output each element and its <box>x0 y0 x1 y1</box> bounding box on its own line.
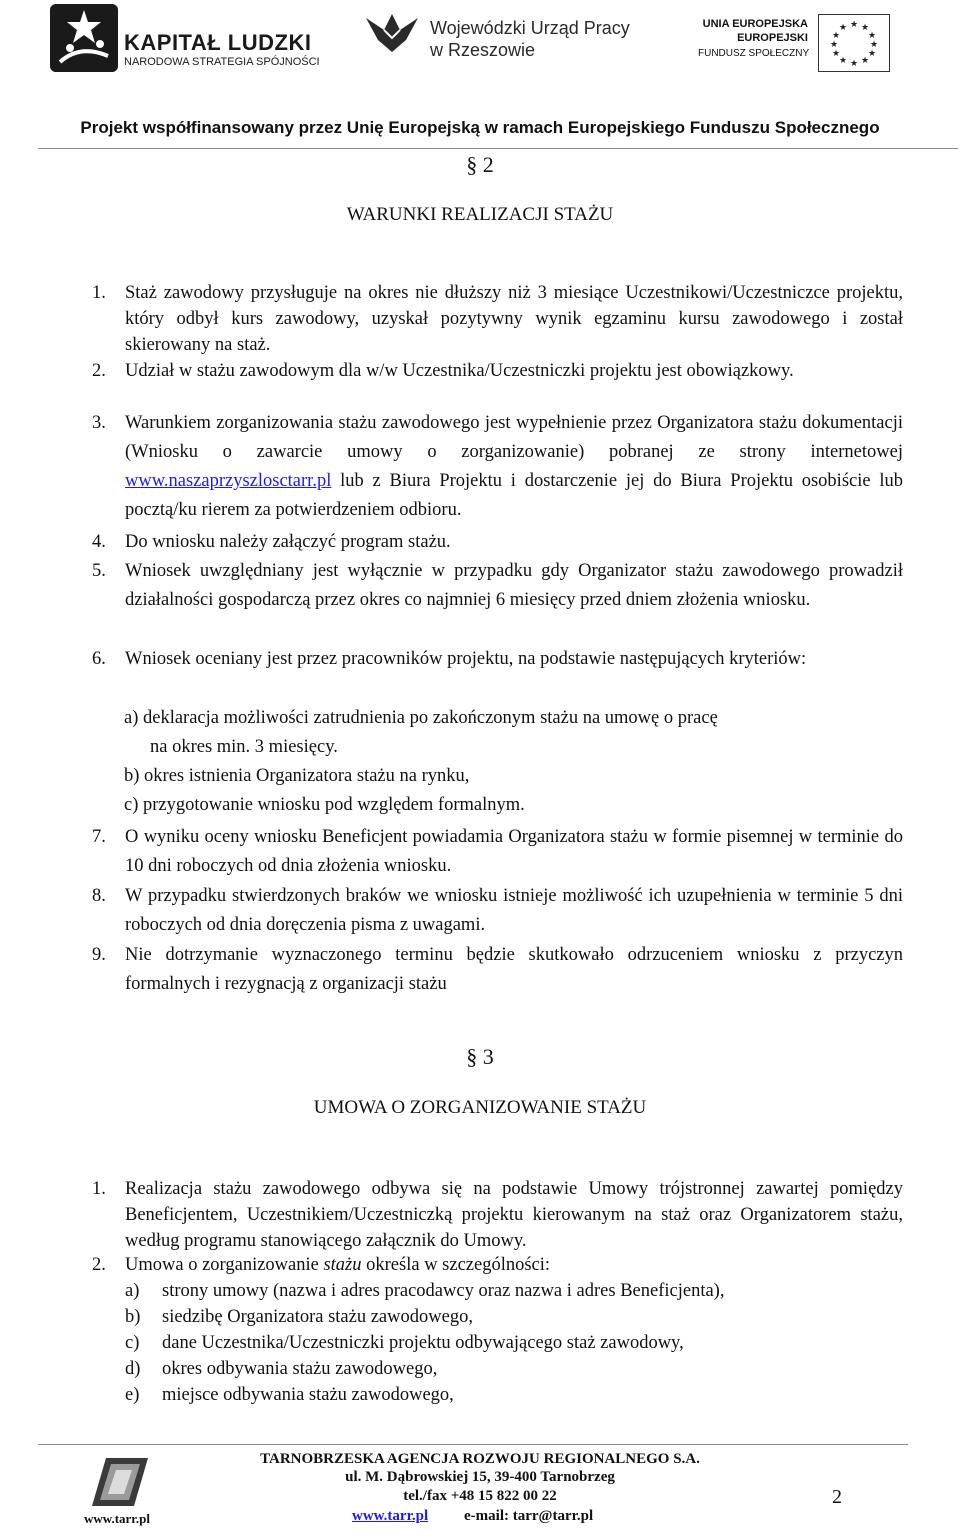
s3-sub-d-text: okres odbywania stażu zawodowego, <box>162 1359 438 1379</box>
s2-item-6-text: Wniosek oceniany jest przez pracowników projektu, na podstawie następujących kryteriów: <box>125 649 807 669</box>
svg-text:★: ★ <box>829 39 839 49</box>
s2-item-8-text: W przypadku stwierdzonych braków we wniosku istnieje możliwość ich uzupełnienia w terminie 5 dni roboczych od dnia doręczenia pisma z uwagami. <box>125 886 903 935</box>
s2-item-5-number: 5. <box>92 561 106 581</box>
section-2-symbol: § 2 <box>466 152 494 177</box>
s2-item-5-text: Wniosek uwzględniany jest wyłącznie w przypadku gdy Organizator stażu zawodowego prowadził działalności gospodarczą przez okres co najmniej 6 miesięcy przed dniem złożenia wniosku. <box>125 561 903 610</box>
footer-divider <box>38 1444 908 1445</box>
svg-text:★: ★ <box>867 48 877 58</box>
svg-text:★: ★ <box>860 22 870 32</box>
s2-item-2-number: 2. <box>92 361 106 381</box>
s3-sub-d-label: d) <box>125 1359 141 1379</box>
s3-sub-c-label: c) <box>125 1333 140 1353</box>
tarr-logo-url: www.tarr.pl <box>84 1511 150 1526</box>
s2-item-1-text: Staż zawodowy przysługuje na okres nie dłuższy niż 3 miesiące Uczestnikowi/Uczestniczce projektu, który odbył kurs zawodowy, uzyskał pozytywny wynik egzaminu kursu zawodowego i został skierowany na staż. <box>125 283 903 355</box>
s2-item-4-number: 4. <box>92 532 106 552</box>
svg-text:★: ★ <box>831 48 841 58</box>
s3-item-2-italic-word: stażu <box>323 1255 362 1275</box>
wup-name-line2: w Rzeszowie <box>430 40 536 60</box>
eu-label-line1: UNIA EUROPEJSKA <box>702 18 808 30</box>
s2-item-9-text: Nie dotrzymanie wyznaczonego terminu będzie skutkowało odrzuceniem wniosku z przyczyn formalnych i rezygnacją z organizacji stażu <box>125 945 903 994</box>
page-number: 2 <box>832 1486 842 1508</box>
s2-item-6-criterion-c: c) przygotowanie wniosku pod względem formalnym. <box>124 795 525 815</box>
footer-website-link[interactable]: www.tarr.pl <box>352 1508 429 1524</box>
svg-text:★: ★ <box>860 55 870 65</box>
eu-social-fund-logo <box>698 14 918 74</box>
s3-item-2-text-after: określa w szczególności: <box>361 1255 551 1275</box>
s3-item-2-text-before: Umowa o zorganizowanie <box>125 1255 324 1275</box>
s3-sub-a-text: strony umowy (nazwa i adres pracodawcy oraz nazwa i adres Beneficjenta), <box>162 1281 725 1301</box>
footer-phone: tel./fax +48 15 822 00 22 <box>403 1488 557 1504</box>
s2-item-6-number: 6. <box>92 649 106 669</box>
svg-text:★: ★ <box>831 30 841 40</box>
svg-text:★: ★ <box>838 55 848 65</box>
cofinancing-statement: Projekt współfinansowany przez Unię Europejską w ramach Europejskiego Funduszu Społecznego <box>80 118 880 137</box>
s2-item-4-text: Do wniosku należy załączyć program stażu. <box>125 532 451 552</box>
page-header <box>0 0 960 137</box>
s3-sub-e-label: e) <box>125 1385 140 1405</box>
wup-eagle-icon <box>362 8 422 56</box>
eu-label-line2: EUROPEJSKI <box>737 32 808 44</box>
s2-item-8-number: 8. <box>92 886 106 906</box>
kapital-ludzki-emblem-icon <box>50 4 118 72</box>
s3-sub-b-label: b) <box>125 1307 141 1327</box>
eu-flag-icon <box>818 14 890 72</box>
s3-item-2-text <box>125 1252 903 1278</box>
header-divider <box>38 148 958 149</box>
section-3-title: UMOWA O ZORGANIZOWANIE STAŻU <box>313 1097 647 1118</box>
section-3-symbol: § 3 <box>466 1044 494 1069</box>
svg-text:★: ★ <box>849 19 859 29</box>
s3-sub-e-text: miejsce odbywania stażu zawodowego, <box>162 1385 454 1405</box>
s2-item-2-text: Udział w stażu zawodowym dla w/w Uczestnika/Uczestniczki projektu jest obowiązkowy. <box>125 361 794 381</box>
footer-address: ul. M. Dąbrowskiej 15, 39-400 Tarnobrzeg <box>345 1469 615 1485</box>
s2-item-6-criterion-a-cont: na okres min. 3 miesięcy. <box>150 737 338 757</box>
s3-sub-c-text: dane Uczestnika/Uczestniczki projektu odbywającego staż zawodowy, <box>162 1333 684 1353</box>
s3-sub-a-label: a) <box>125 1281 140 1301</box>
s3-item-1-text: Realizacja stażu zawodowego odbywa się na podstawie Umowy trójstronnej zawartej pomiędzy Beneficjentem, Uczestnikiem/Uczestniczką projektu kierowanym na staż oraz Organizatorem stażu, według programu stanowiącego załącznik do Umowy. <box>125 1179 903 1251</box>
wup-rzeszow-logo <box>362 8 652 68</box>
footer-email: e-mail: tarr@tarr.pl <box>464 1508 594 1524</box>
wup-name-line1: Wojewódzki Urząd Pracy <box>430 18 630 38</box>
s2-item-7-number: 7. <box>92 827 106 847</box>
kapital-ludzki-logo <box>50 4 320 74</box>
s2-item-6-criterion-b: b) okres istnienia Organizatora stażu na rynku, <box>124 766 470 786</box>
kapital-ludzki-subtitle: NARODOWA STRATEGIA SPÓJNOŚCI <box>124 56 320 68</box>
s3-item-2-number: 2. <box>92 1255 106 1275</box>
svg-text:★: ★ <box>867 30 877 40</box>
eu-label-line3: FUNDUSZ SPOŁECZNY <box>698 48 810 59</box>
s3-item-1-number: 1. <box>92 1179 106 1199</box>
s2-item-3-number: 3. <box>92 413 106 433</box>
s3-sub-b-text: siedzibę Organizatora stażu zawodowego, <box>162 1307 473 1327</box>
svg-text:★: ★ <box>869 39 879 49</box>
footer-org-name: TARNOBRZESKA AGENCJA ROZWOJU REGIONALNEGO S.A. <box>260 1451 700 1467</box>
naszaprzyszlosc-link[interactable]: www.naszaprzyszlosctarr.pl <box>125 471 332 491</box>
s2-item-7-text: O wyniku oceny wniosku Beneficjent powiadamia Organizatora stażu w formie pisemnej w terminie do 10 dni roboczych od dnia złożenia wniosku. <box>125 827 903 876</box>
svg-text:★: ★ <box>838 22 848 32</box>
s2-item-3-text-before: Warunkiem zorganizowania stażu zawodowego jest wypełnienie przez Organizatora stażu dokumentacji (Wniosku o zawarcie umowy o zorganizowanie) pobranej ze strony internetowej <box>125 413 903 462</box>
kapital-ludzki-title: KAPITAŁ LUDZKI <box>124 30 312 55</box>
svg-text:★: ★ <box>849 58 859 68</box>
s2-item-3-text-after: lub z Biura Projektu i dostarczenie jej do Biura Projektu osobiście lub pocztą/ku rierem za potwierdzeniem odbioru. <box>125 471 903 520</box>
s2-item-1-number: 1. <box>92 283 106 303</box>
section-2-title: WARUNKI REALIZACJI STAŻU <box>346 204 614 225</box>
s2-item-3-text <box>125 409 903 525</box>
s2-item-9-number: 9. <box>92 945 106 965</box>
s2-item-6-criterion-a: a) deklaracja możliwości zatrudnienia po zakończonym stażu na umowę o pracę <box>124 708 718 728</box>
